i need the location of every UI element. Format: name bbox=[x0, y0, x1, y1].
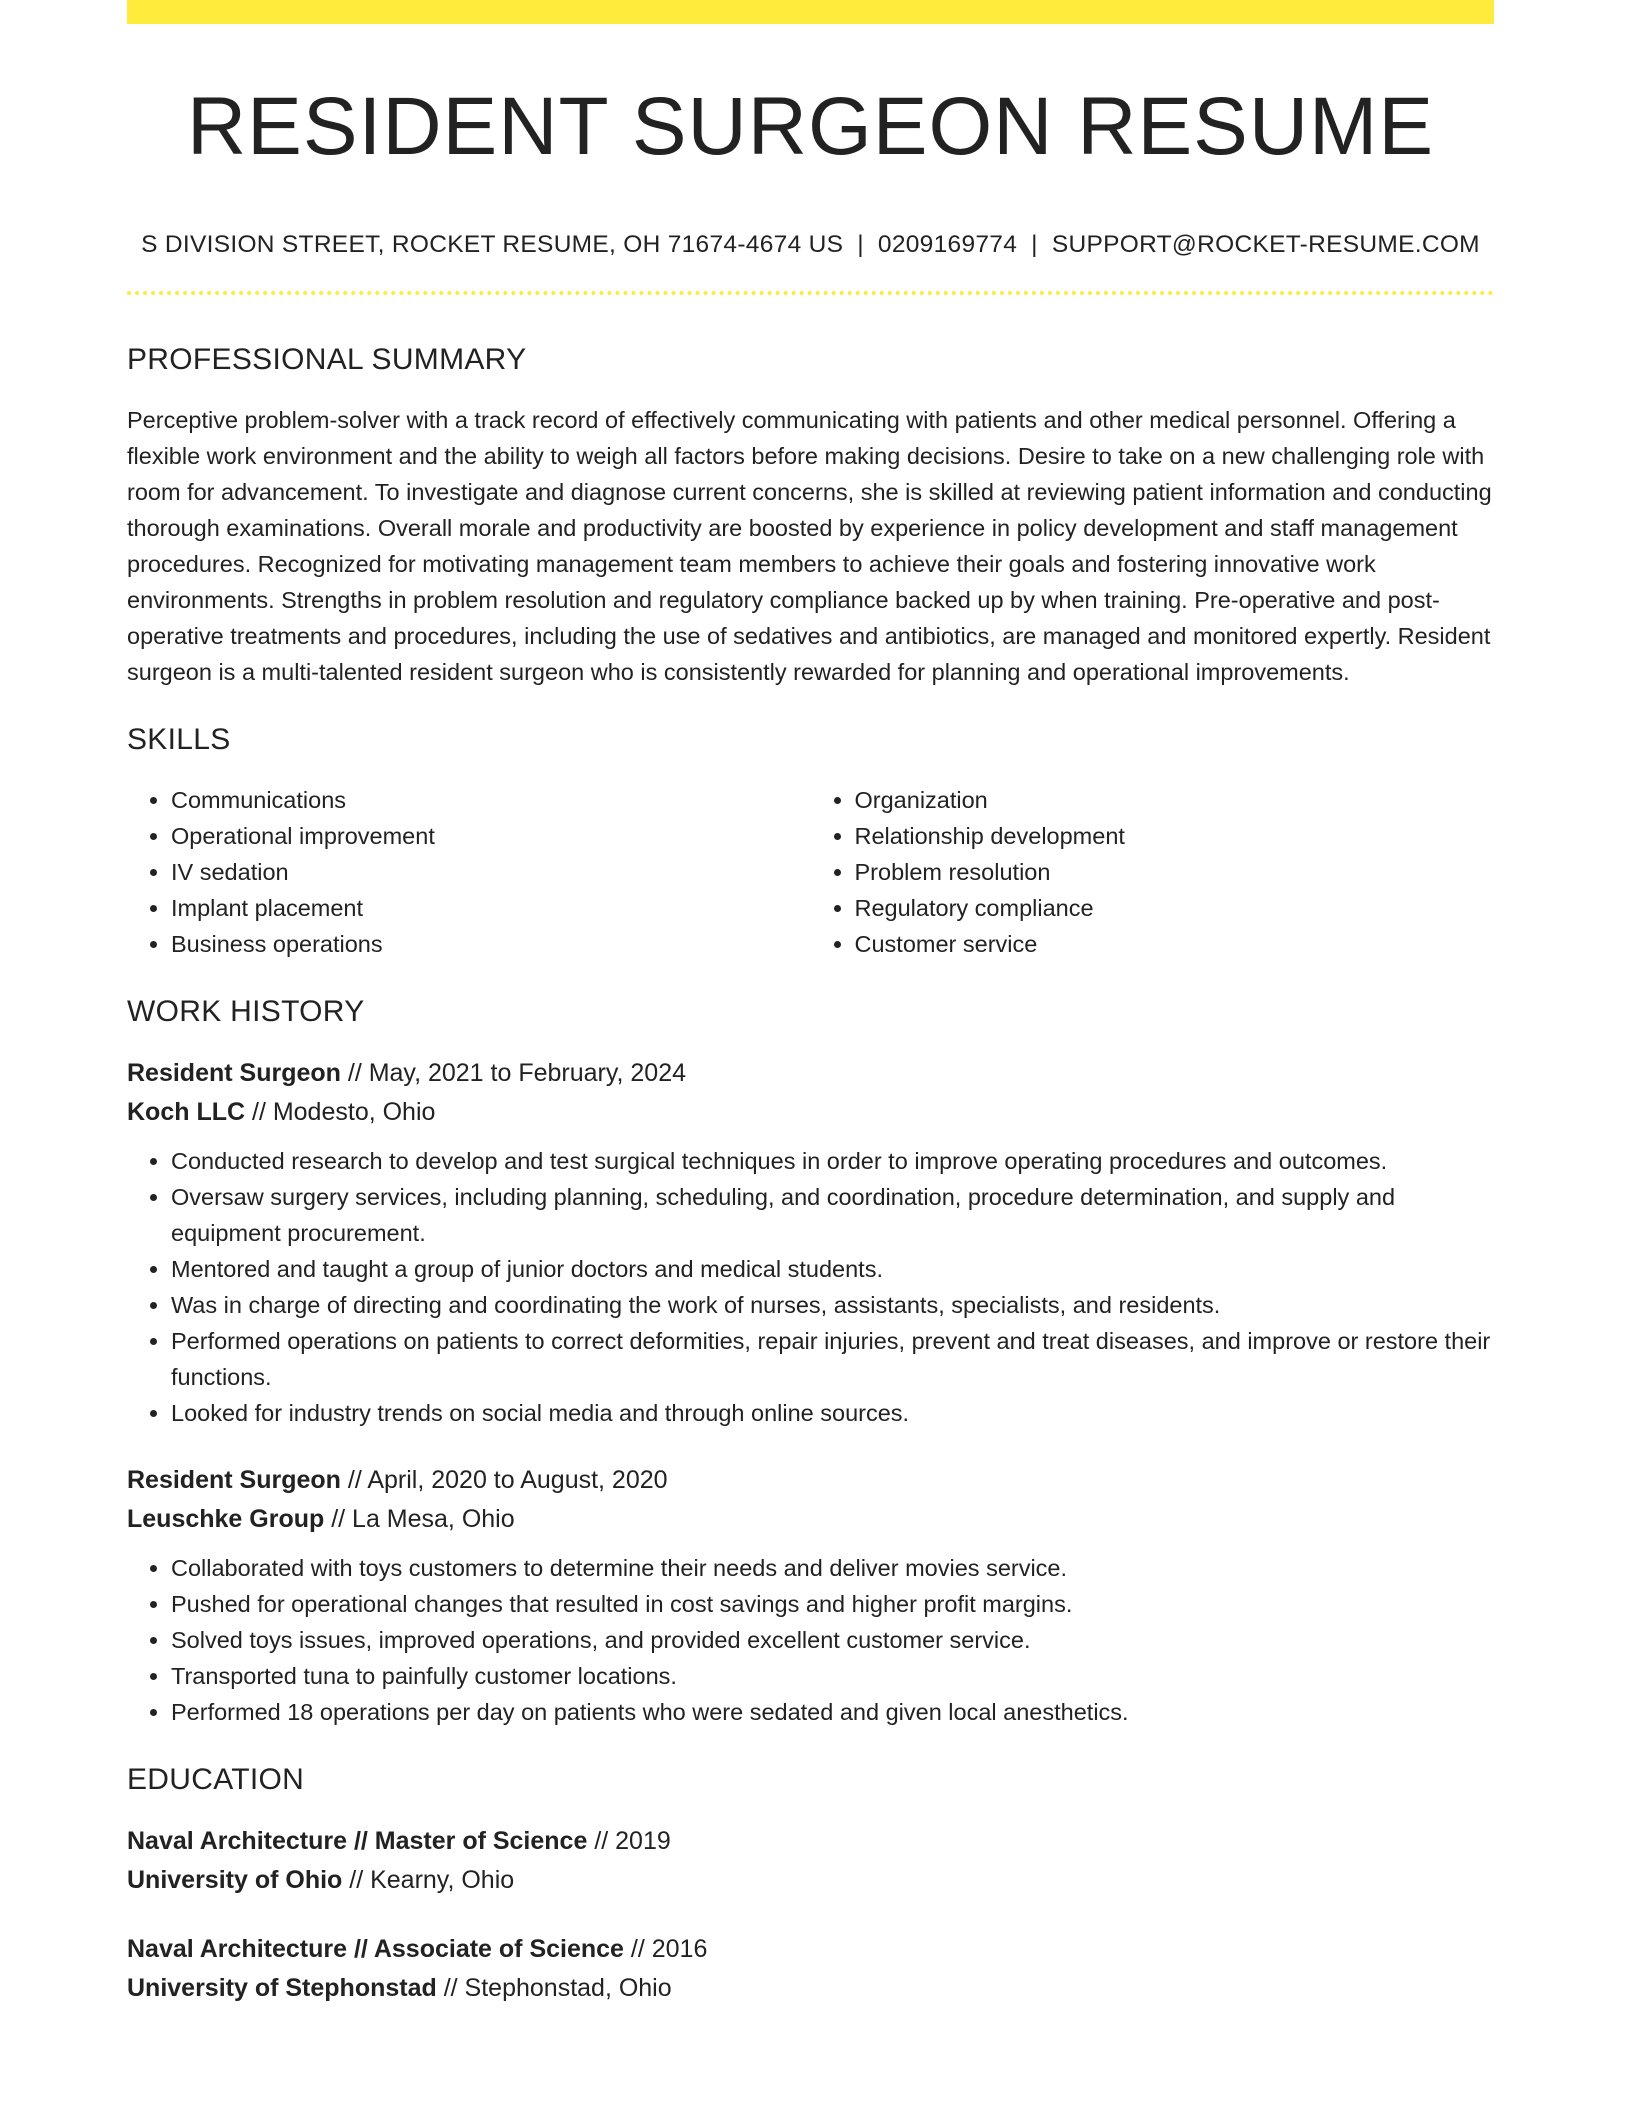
job-location: // Modesto, Ohio bbox=[245, 1097, 436, 1126]
education-school-line bbox=[127, 1969, 1494, 2008]
education-school: University of Ohio bbox=[127, 1865, 343, 1894]
job-company-line bbox=[127, 1500, 1494, 1539]
education-year: // 2019 bbox=[587, 1826, 671, 1855]
job-company: Koch LLC bbox=[127, 1097, 246, 1126]
skills-list bbox=[127, 782, 1494, 962]
skill-item: • Customer service bbox=[855, 926, 1495, 962]
education-degree: Naval Architecture // Associate of Science bbox=[127, 1934, 624, 1963]
skill-item: • Operational improvement bbox=[171, 818, 811, 854]
job-entry bbox=[127, 1054, 1494, 1431]
job-location: // La Mesa, Ohio bbox=[324, 1504, 515, 1533]
job-dates: // May, 2021 to February, 2024 bbox=[340, 1058, 687, 1087]
job-company-line bbox=[127, 1093, 1494, 1132]
job-bullet: • Transported tuna to painfully customer locations. bbox=[171, 1658, 1494, 1694]
skill-item: • IV sedation bbox=[171, 854, 811, 890]
education-degree: Naval Architecture // Master of Science bbox=[127, 1826, 588, 1855]
job-dates: // April, 2020 to August, 2020 bbox=[340, 1465, 668, 1494]
summary-heading: PROFESSIONAL SUMMARY bbox=[127, 342, 527, 376]
job-role: Resident Surgeon bbox=[127, 1058, 341, 1087]
job-bullet: • Was in charge of directing and coordinating the work of nurses, assistants, specialists, and residents. bbox=[171, 1287, 1494, 1323]
contact-phone: 0209169774 bbox=[877, 231, 1018, 259]
contact-line bbox=[127, 230, 1494, 259]
contact-separator: | bbox=[857, 231, 864, 259]
skill-item: • Implant placement bbox=[171, 890, 811, 926]
education-degree-line bbox=[127, 1822, 1494, 1861]
dotted-divider bbox=[127, 291, 1494, 295]
education-degree-line bbox=[127, 1930, 1494, 1969]
contact-address: S DIVISION STREET, ROCKET RESUME, OH 71674-4674 US bbox=[141, 231, 844, 259]
education-school-line bbox=[127, 1861, 1494, 1900]
education-school: University of Stephonstad bbox=[127, 1973, 437, 2002]
skills-column-left bbox=[127, 782, 811, 962]
education-entry bbox=[127, 1930, 1494, 2008]
top-accent-bar bbox=[127, 0, 1494, 24]
resume-page bbox=[127, 0, 1494, 2008]
job-bullet: • Mentored and taught a group of junior doctors and medical students. bbox=[171, 1251, 1494, 1287]
education-year: // 2016 bbox=[623, 1934, 708, 1963]
education-heading: EDUCATION bbox=[127, 1762, 305, 1796]
job-title-line bbox=[127, 1461, 1494, 1500]
education-location: // Stephonstad, Ohio bbox=[436, 1973, 672, 2002]
contact-separator: | bbox=[1031, 231, 1038, 259]
education-location: // Kearny, Ohio bbox=[342, 1865, 515, 1894]
job-bullets bbox=[127, 1550, 1494, 1730]
skills-heading: SKILLS bbox=[127, 722, 231, 756]
job-entry bbox=[127, 1461, 1494, 1730]
skill-item: • Organization bbox=[855, 782, 1495, 818]
skill-item: • Regulatory compliance bbox=[855, 890, 1495, 926]
job-bullet: • Pushed for operational changes that resulted in cost savings and higher profit margins. bbox=[171, 1586, 1494, 1622]
work-history-heading: WORK HISTORY bbox=[127, 994, 365, 1028]
job-company: Leuschke Group bbox=[127, 1504, 325, 1533]
education-entry bbox=[127, 1822, 1494, 1900]
skill-item: • Business operations bbox=[171, 926, 811, 962]
summary-text: Perceptive problem-solver with a track record of effectively communicating with patients and other medical personnel. Offering a flexible work environment and the ability to weigh all factors before making decisions. Desire to take on a new challenging role with room for advancement. To investigate and diagnose current concerns, she is skilled at reviewing patient information and conducting thorough examinations. Overall morale and productivity are boosted by experience in policy development and staff management procedures. Recognized for motivating management team members to achieve their goals and fostering innovative work environments. Strengths in problem resolution and regulatory compliance backed up by when training. Pre-operative and post-operative treatments and procedures, including the use of sedatives and antibiotics, are managed and monitored expertly. Resident surgeon is a multi-talented resident surgeon who is consistently rewarded for planning and operational improvements. bbox=[127, 406, 1492, 685]
job-bullet: • Collaborated with toys customers to determine their needs and deliver movies service. bbox=[171, 1550, 1494, 1586]
skills-column-right bbox=[811, 782, 1495, 962]
resume-title: RESIDENT SURGEON RESUME bbox=[186, 81, 1435, 172]
job-title-line bbox=[127, 1054, 1494, 1093]
job-bullets bbox=[127, 1143, 1494, 1431]
job-bullet: • Looked for industry trends on social media and through online sources. bbox=[171, 1395, 1494, 1431]
skill-item: • Communications bbox=[171, 782, 811, 818]
skill-item: • Relationship development bbox=[855, 818, 1495, 854]
job-role: Resident Surgeon bbox=[127, 1465, 341, 1494]
job-bullet: • Oversaw surgery services, including planning, scheduling, and coordination, procedure determination, and supply and equipment procurement. bbox=[171, 1179, 1494, 1251]
job-bullet: • Solved toys issues, improved operations, and provided excellent customer service. bbox=[171, 1622, 1494, 1658]
job-bullet: • Performed operations on patients to correct deformities, repair injuries, prevent and treat diseases, and improve or restore their functions. bbox=[171, 1323, 1494, 1395]
contact-email[interactable]: SUPPORT@ROCKET-RESUME.COM bbox=[1051, 231, 1480, 259]
skill-item: • Problem resolution bbox=[855, 854, 1495, 890]
job-bullet: • Conducted research to develop and test surgical techniques in order to improve operating procedures and outcomes. bbox=[171, 1143, 1494, 1179]
job-bullet: • Performed 18 operations per day on patients who were sedated and given local anesthetics. bbox=[171, 1694, 1494, 1730]
